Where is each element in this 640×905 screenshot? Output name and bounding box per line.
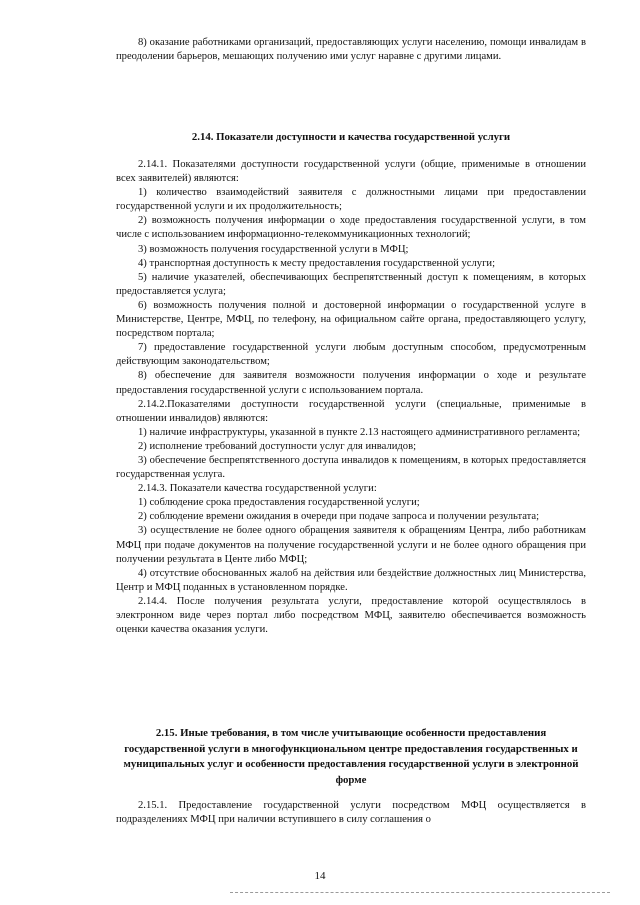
paragraph: 6) возможность получения полной и достоверной информации о государственной услуге в Министерстве, Центре, МФЦ, по телефону, на официальном сайте органа, предоставляющего услугу, посредством портала; [116, 299, 586, 340]
paragraph: 2.15.1. Предоставление государственной услуги посредством МФЦ осуществляется в подразделениях МФЦ при наличии вступившего в силу соглашения о [116, 800, 586, 826]
paragraph: 4) транспортная доступность к месту предоставления государственной услуги; [138, 257, 496, 269]
paragraph: 1) соблюдение срока предоставления государственной услуги; [138, 497, 420, 509]
footer-divider [230, 892, 610, 893]
paragraph: 4) отсутствие обоснованных жалоб на действия или бездействие должностных лиц Министерства, Центр и МФЦ поданных в установленном порядке. [116, 567, 586, 593]
paragraph: 2.14.1. Показателями доступности государственной услуги (общие, применимые в отношении всех заявителей) являются: [116, 159, 586, 185]
paragraph: 8) оказание работниками организаций, предоставляющих услуги населению, помощи инвалидам в преодолении барьеров, мешающих получению ими услуг наравне с другими лицами. [116, 37, 586, 63]
paragraph: 1) наличие инфраструктуры, указанной в пункте 2.13 настоящего административного регламента; [138, 426, 581, 438]
paragraph-block-2-15 [116, 799, 586, 827]
paragraph: 2.14.3. Показатели качества государственной услуги: [138, 483, 377, 495]
paragraph: 2) исполнение требований доступности услуг для инвалидов; [138, 440, 417, 452]
page-number: 14 [314, 870, 326, 882]
paragraph: 2.14.4. После получения результата услуги, предоставление которой осуществлялось в электронном виде через портал либо посредством МФЦ, заявителю обеспечивается возможность оценки качества оказания услуги. [116, 595, 586, 636]
paragraph: 2) соблюдение времени ожидания в очереди при подаче запроса и получении результата; [138, 511, 540, 523]
paragraph: 3) обеспечение беспрепятственного доступа инвалидов к помещениям, в которых предоставляется государственная услуга. [116, 454, 586, 481]
paragraph: 3) возможность получения государственной услуги в МФЦ; [138, 243, 409, 255]
paragraph: 8) обеспечение для заявителя возможности получения информации о ходе и результате предоставления государственной услуги с использованием портала. [116, 370, 586, 396]
paragraph: 2) возможность получения информации о ходе предоставления государственной услуги, в том числе с использованием информационно-телекоммуникационных технологий; [116, 215, 586, 241]
heading-text: 2.15. Иные требования, в том числе учитывающие особенности предоставления государственной услуги в многофункциональном центре предоставления государственных и муниципальных услуг и особенности предоставления государственной услуги в электронной форме [123, 727, 579, 786]
paragraph: 1) количество взаимодействий заявителя с должностными лицами при предоставлении государственной услуги и их продолжительность; [116, 187, 586, 213]
heading-text: 2.14. Показатели доступности и качества государственной услуги [191, 131, 511, 143]
paragraph: 2.14.2.Показателями доступности государственной услуги (специальные, применимые в отношении инвалидов) являются: [116, 398, 586, 424]
paragraph-block-2-14 [116, 158, 586, 637]
section-heading-2-15 [116, 726, 586, 788]
paragraph: 3) осуществление не более одного обращения заявителя к обращениям Центра, либо работникам МФЦ при подаче документов на получение государственной услуги и не более одного обращения при получении результата в Центе либо МФЦ; [116, 525, 586, 565]
paragraph-block-intro [116, 36, 586, 64]
section-heading-2-14 [116, 130, 586, 146]
paragraph: 5) наличие указателей, обеспечивающих беспрепятственный доступ к помещениям, в которых предоставляется услуга; [116, 271, 586, 297]
paragraph: 7) предоставление государственной услуги любым доступным способом, предусмотренным действующим законодательством; [116, 342, 586, 368]
